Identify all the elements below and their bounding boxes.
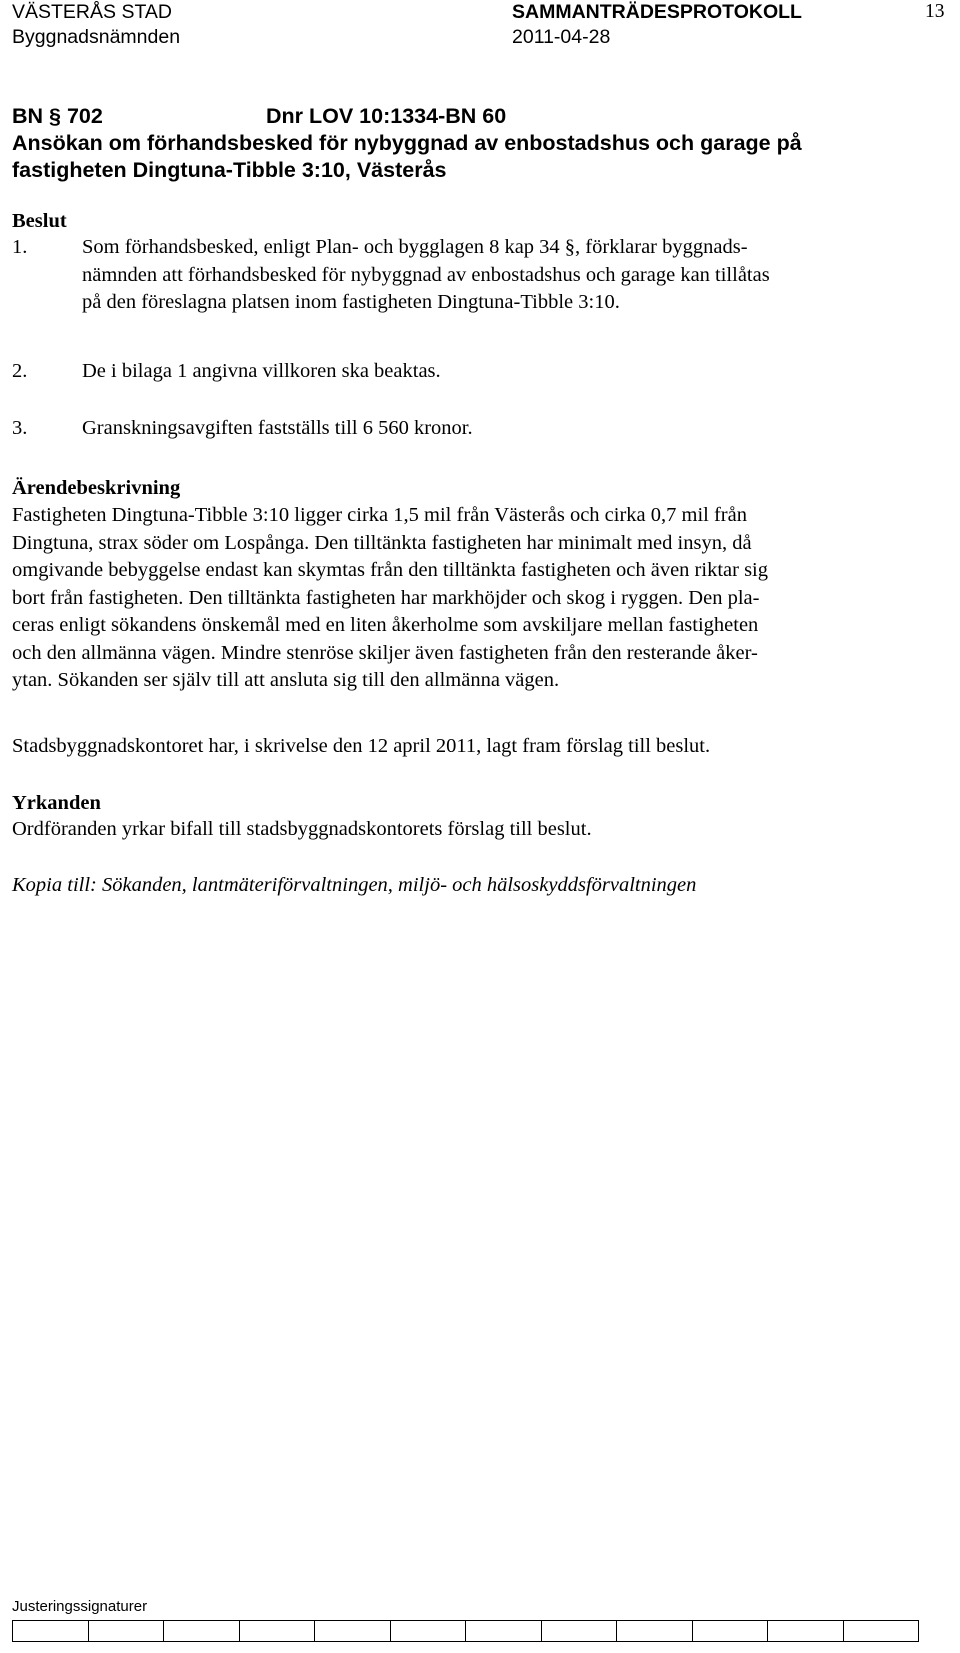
case-title-line: Ansökan om förhandsbesked för nybyggnad av enbostadshus och garage på — [12, 131, 802, 155]
decision-item — [12, 358, 912, 386]
decision-item — [12, 415, 912, 443]
signature-cell — [391, 1621, 467, 1641]
description-line: Dingtuna, strax söder om Lospånga. Den tilltänkta fastigheten har minimalt med insyn, då — [12, 531, 752, 554]
description-line: Fastigheten Dingtuna-Tibble 3:10 ligger cirka 1,5 mil från Västerås och cirka 0,7 mil från — [12, 504, 747, 526]
signature-cell — [542, 1621, 618, 1641]
signature-cell — [315, 1621, 391, 1641]
decision-item-line: på den föreslagna platsen inom fastigheten Dingtuna-Tibble 3:10. — [82, 291, 620, 313]
motions-text: Ordföranden yrkar bifall till stadsbyggnadskontorets förslag till beslut. — [12, 818, 592, 840]
signature-cell — [466, 1621, 542, 1641]
copy-to-line: Kopia till: Sökanden, lantmäteriförvaltningen, miljö- och hälsoskyddsförvaltningen — [12, 874, 697, 896]
meeting-date: 2011-04-28 — [512, 26, 611, 48]
signature-cell — [617, 1621, 693, 1641]
description-line: ytan. Sökanden ser själv till att ansluta sig till den allmänna vägen. — [12, 669, 560, 691]
description-paragraph — [12, 502, 912, 695]
signature-cell — [89, 1621, 165, 1641]
signature-cell — [13, 1621, 89, 1641]
decision-item-line: De i bilaga 1 angivna villkoren ska beaktas. — [82, 360, 441, 382]
decision-item — [12, 234, 912, 317]
section-heading-decision: Beslut — [12, 210, 67, 232]
office-statement — [12, 733, 912, 761]
signature-cell — [768, 1621, 844, 1641]
case-heading — [12, 103, 932, 184]
decision-item-number: 3. — [12, 417, 28, 439]
decision-item-line: nämnden att förhandsbesked för nybyggnad av enbostadshus och garage kan tillåtas — [82, 263, 770, 286]
description-line: omgivande bebyggelse endast kan skymtas från den tilltänkta fastigheten och även riktar sig — [12, 559, 768, 581]
committee-name: Byggnadsnämnden — [12, 26, 181, 48]
description-line: och den allmänna vägen. Mindre stenröse skiljer även fastigheten från den resterande åker- — [12, 641, 758, 664]
signatures-label: Justeringssignaturer — [12, 1598, 148, 1615]
decision-item-line: Granskningsavgiften fastställs till 6 560 kronor. — [82, 417, 473, 439]
decision-item-number: 1. — [12, 236, 28, 258]
decision-item-number: 2. — [12, 360, 28, 382]
description-line: bort från fastigheten. Den tilltänkta fastigheten har markhöjder och skog i ryggen. Den pla- — [12, 586, 760, 609]
document-type: SAMMANTRÄDESPROTOKOLL — [512, 1, 802, 23]
office-statement-text: Stadsbyggnadskontoret har, i skrivelse den 12 april 2011, lagt fram förslag till beslut. — [12, 735, 711, 757]
section-heading-description: Ärendebeskrivning — [12, 477, 181, 499]
org-name: VÄSTERÅS STAD — [12, 1, 173, 23]
case-title-line: fastigheten Dingtuna-Tibble 3:10, Västerås — [12, 158, 447, 182]
signature-cell — [164, 1621, 240, 1641]
signature-cell — [844, 1621, 919, 1641]
section-heading-motions: Yrkanden — [12, 792, 101, 814]
page-number: 13 — [925, 1, 945, 22]
signature-cell — [693, 1621, 769, 1641]
signature-table — [12, 1620, 919, 1642]
case-reference: Dnr LOV 10:1334-BN 60 — [266, 104, 507, 128]
case-paragraph: BN § 702 — [12, 104, 103, 128]
signature-cell — [240, 1621, 316, 1641]
description-line: ceras enligt sökandens önskemål med en liten åkerholme som avskiljare mellan fastigheten — [12, 614, 759, 636]
decision-item-line: Som förhandsbesked, enligt Plan- och bygglagen 8 kap 34 §, förklarar byggnads- — [82, 236, 748, 258]
motions-paragraph — [12, 816, 912, 844]
